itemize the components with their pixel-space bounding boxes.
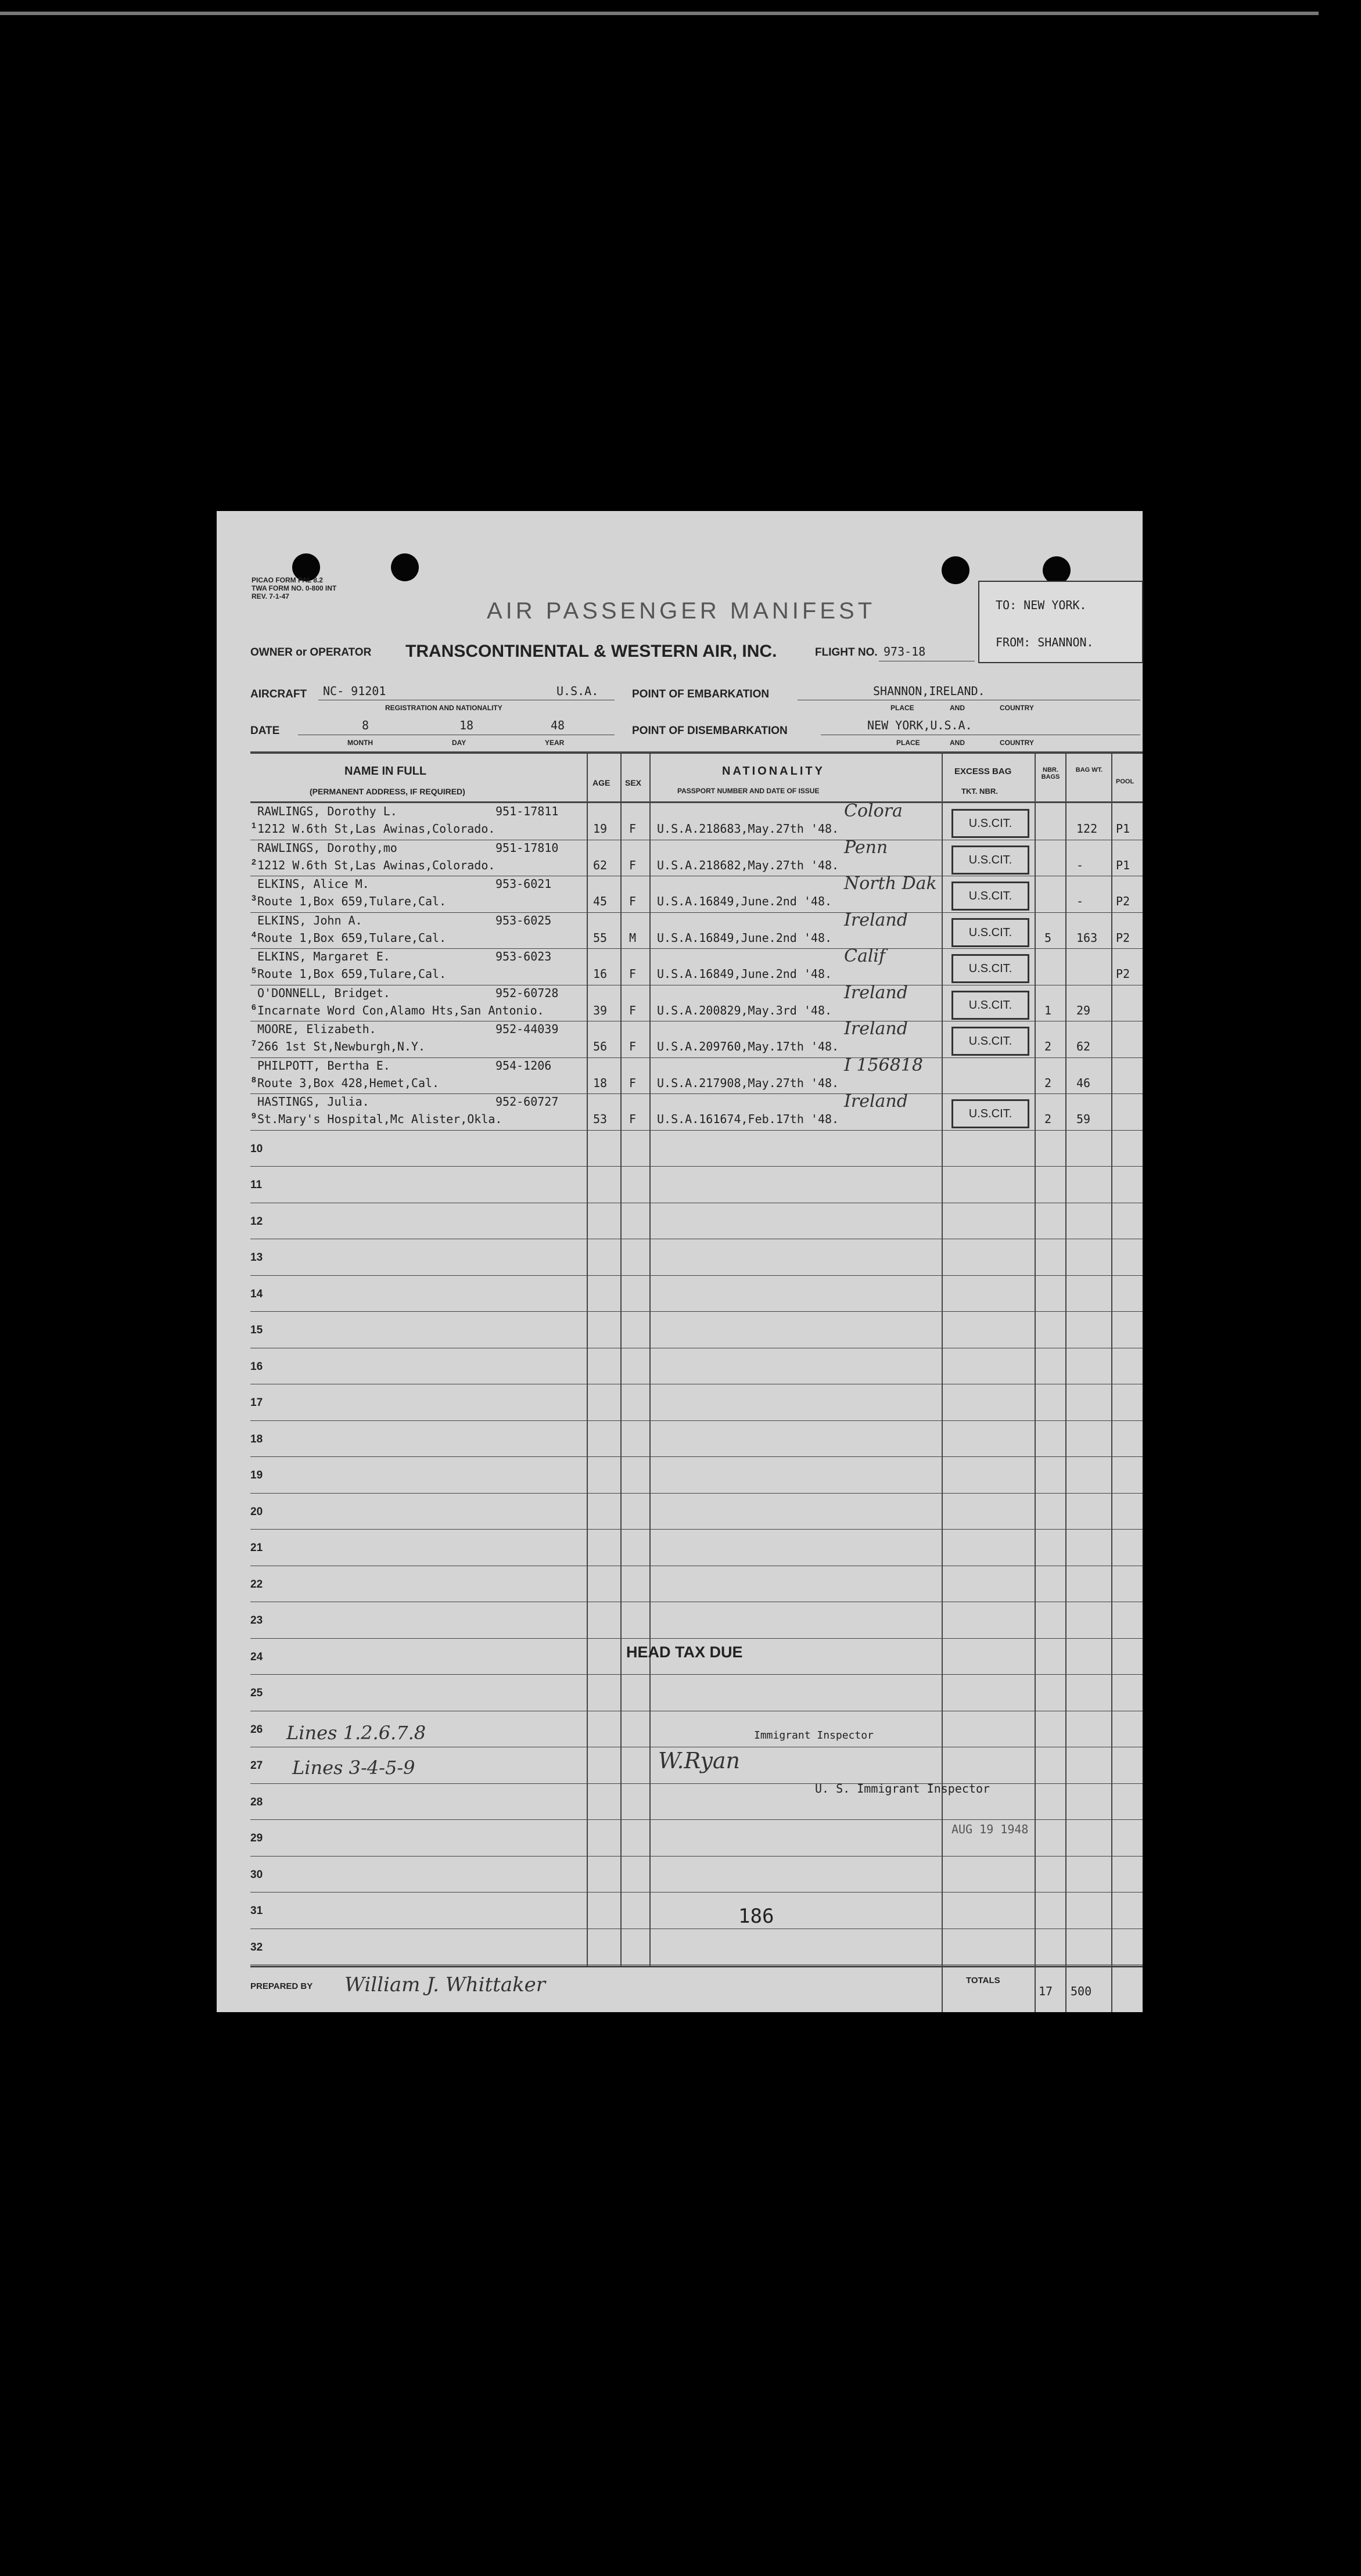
passenger-address: Route 1,Box 659,Tulare,Cal. <box>257 967 447 981</box>
row-number: 3 <box>252 893 256 902</box>
row-divider <box>250 1311 1143 1312</box>
row-number: 24 <box>250 1650 263 1663</box>
ticket-number: 954-1206 <box>495 1058 552 1073</box>
passenger-age: 45 <box>593 894 608 908</box>
number-of-bags: 2 <box>1044 1039 1052 1053</box>
punch-hole <box>1043 556 1071 584</box>
ticket-number: 953-6025 <box>495 913 552 927</box>
ticket-number: 953-6021 <box>495 877 552 891</box>
bag-weight: 62 <box>1076 1039 1091 1053</box>
row-divider <box>250 912 1143 913</box>
punch-hole <box>942 556 969 584</box>
date-year: 48 <box>551 718 565 732</box>
passenger-sex: F <box>629 1075 637 1090</box>
passenger-name: ELKINS, Alice M. <box>257 877 369 891</box>
row-number: 4 <box>252 929 256 939</box>
head-tax-due-stamp: HEAD TAX DUE <box>626 1643 743 1661</box>
number-of-bags: 5 <box>1044 930 1052 945</box>
passenger-name: RAWLINGS, Dorothy,mo <box>257 840 397 855</box>
row-number: 28 <box>250 1796 263 1808</box>
row-number: 22 <box>250 1578 263 1591</box>
row-number: 18 <box>250 1433 263 1445</box>
passenger-sex: F <box>629 967 637 981</box>
header-name: NAME IN FULL <box>344 765 427 778</box>
passport-info: U.S.A.16849,June.2nd '48. <box>657 967 832 981</box>
ticket-number: 953-6023 <box>495 949 552 963</box>
header-number-bags: NBR. BAGS <box>1041 767 1060 780</box>
passenger-name: O'DONNELL, Bridget. <box>257 985 390 1000</box>
country-caption: COUNTRY <box>1000 704 1034 712</box>
passport-info: U.S.A.209760,May.17th '48. <box>657 1039 839 1053</box>
passenger-name: ELKINS, John A. <box>257 913 362 927</box>
form-reference <box>252 576 336 600</box>
handwritten-origin: Ireland <box>844 1091 908 1111</box>
passenger-address: 266 1st St,Newburgh,N.Y. <box>257 1039 425 1053</box>
row-divider <box>250 1420 1143 1421</box>
passport-info: U.S.A.218682,May.27th '48. <box>657 858 839 872</box>
row-divider <box>250 1057 1143 1058</box>
handwritten-origin: Ireland <box>844 1019 908 1039</box>
header-pool: POOL <box>1116 778 1134 785</box>
passenger-age: 62 <box>593 858 608 872</box>
row-number: 6 <box>252 1002 256 1012</box>
us-citizen-stamp: U.S.CIT. <box>951 1099 1029 1128</box>
row-number: 14 <box>250 1287 263 1300</box>
month-caption: MONTH <box>347 739 373 747</box>
passenger-address: Route 1,Box 659,Tulare,Cal. <box>257 894 447 908</box>
row-number: 17 <box>250 1397 263 1409</box>
row-number: 11 <box>250 1179 263 1191</box>
handwritten-origin: Ireland <box>844 909 908 930</box>
inspector-signature: W.Ryan <box>658 1748 741 1773</box>
passenger-sex: F <box>629 858 637 872</box>
pool-code: P2 <box>1116 930 1130 945</box>
row-number: 19 <box>250 1469 263 1481</box>
country-caption: COUNTRY <box>1000 739 1034 747</box>
punch-hole <box>391 553 419 581</box>
row-divider <box>250 948 1143 949</box>
bag-weight: 122 <box>1076 822 1098 836</box>
row-divider <box>250 1166 1143 1167</box>
passenger-name: PHILPOTT, Bertha E. <box>257 1058 390 1073</box>
passenger-name: ELKINS, Margaret E. <box>257 949 390 963</box>
passport-info: U.S.A.16849,June.2nd '48. <box>657 894 832 908</box>
disembarkation-place: NEW YORK,U.S.A. <box>867 718 972 732</box>
owner-label: OWNER or OPERATOR <box>250 646 372 659</box>
passenger-address: 1212 W.6th St,Las Awinas,Colorado. <box>257 822 495 836</box>
passport-info: U.S.A.217908,May.27th '48. <box>657 1075 839 1090</box>
row-number: 5 <box>252 966 256 975</box>
row-divider <box>250 1493 1143 1494</box>
passenger-address: Incarnate Word Con,Alamo Hts,San Antonio. <box>257 1003 544 1017</box>
handwritten-origin: I 156818 <box>844 1055 923 1075</box>
row-number: 25 <box>250 1687 263 1699</box>
header-sex: SEX <box>625 778 642 787</box>
handwritten-origin: Ireland <box>844 982 908 1003</box>
passenger-sex: M <box>629 930 637 945</box>
handwritten-origin: Colora <box>844 801 903 821</box>
passenger-sex: F <box>629 894 637 908</box>
from-origin: FROM: SHANNON. <box>996 635 1094 649</box>
header-name-sub: (PERMANENT ADDRESS, IF REQUIRED) <box>310 787 465 796</box>
embarkation-label: POINT OF EMBARKATION <box>632 688 770 700</box>
year-caption: YEAR <box>545 739 565 747</box>
manifest-document <box>217 511 1143 2012</box>
row-number: 10 <box>250 1142 263 1155</box>
form-ref-line: REV. 7-1-47 <box>252 592 289 600</box>
passenger-name: HASTINGS, Julia. <box>257 1095 369 1109</box>
header-bag-weight: BAG WT. <box>1075 767 1103 773</box>
and-caption: AND <box>950 704 965 712</box>
total-weight: 500 <box>1071 1984 1092 1998</box>
row-divider <box>250 1819 1143 1820</box>
prepared-by-label: PREPARED BY <box>250 1981 313 1991</box>
handwritten-lines-note: Lines 1.2.6.7.8 <box>286 1722 426 1744</box>
passenger-name: MOORE, Elizabeth. <box>257 1022 376 1036</box>
operator-name: TRANSCONTINENTAL & WESTERN AIR, INC. <box>405 642 777 661</box>
row-divider <box>250 1130 1143 1131</box>
ticket-number: 952-60728 <box>495 985 559 1000</box>
scan-edge-line <box>0 12 1319 15</box>
row-divider <box>250 1856 1143 1857</box>
us-citizen-stamp: U.S.CIT. <box>951 918 1029 947</box>
passenger-age: 56 <box>593 1039 608 1053</box>
form-ref-line: TWA FORM NO. 0-800 INT <box>252 584 337 592</box>
row-number: 12 <box>250 1215 263 1228</box>
row-number: 8 <box>252 1074 256 1084</box>
passenger-age: 39 <box>593 1003 608 1017</box>
aircraft-label: AIRCRAFT <box>250 688 307 700</box>
ticket-number: 952-44039 <box>495 1022 559 1036</box>
passport-info: U.S.A.16849,June.2nd '48. <box>657 930 832 945</box>
registration-caption: REGISTRATION AND NATIONALITY <box>385 704 502 712</box>
row-number: 2 <box>252 857 256 866</box>
handwritten-origin: Calif <box>844 946 886 966</box>
pool-code: P1 <box>1116 822 1130 836</box>
bag-weight: 163 <box>1076 930 1098 945</box>
immigrant-inspector-label: U. S. Immigrant Inspector <box>815 1782 990 1796</box>
row-number: 30 <box>250 1868 263 1881</box>
date-label: DATE <box>250 725 280 737</box>
row-divider <box>250 1529 1143 1530</box>
bag-weight: - <box>1076 858 1084 872</box>
passenger-age: 16 <box>593 967 608 981</box>
passenger-name: RAWLINGS, Dorothy L. <box>257 804 397 818</box>
passenger-sex: F <box>629 1039 637 1053</box>
pool-code: P2 <box>1116 967 1130 981</box>
totals-label: TOTALS <box>966 1976 1000 1985</box>
to-destination: TO: NEW YORK. <box>996 598 1087 612</box>
preparer-signature: William J. Whittaker <box>344 1973 546 1996</box>
inspection-date-stamp: AUG 19 1948 <box>951 1822 1029 1836</box>
disembarkation-label: POINT OF DISEMBARKATION <box>632 725 788 737</box>
row-number: 7 <box>252 1038 256 1048</box>
row-number: 20 <box>250 1505 263 1518</box>
us-citizen-stamp: U.S.CIT. <box>951 882 1029 911</box>
row-number: 26 <box>250 1723 263 1736</box>
row-number: 27 <box>250 1760 263 1772</box>
bag-weight: 59 <box>1076 1112 1091 1126</box>
form-title: AIR PASSENGER MANIFEST <box>487 598 876 624</box>
header-age: AGE <box>592 778 611 787</box>
number-of-bags: 2 <box>1044 1112 1052 1126</box>
row-number: 29 <box>250 1832 263 1844</box>
date-day: 18 <box>459 718 474 732</box>
passenger-sex: F <box>629 1112 637 1126</box>
passenger-age: 53 <box>593 1112 608 1126</box>
flight-number: 973-18 <box>884 645 926 659</box>
row-divider <box>250 1892 1143 1893</box>
passport-info: U.S.A.200829,May.3rd '48. <box>657 1003 832 1017</box>
row-number: 32 <box>250 1941 263 1953</box>
passenger-sex: F <box>629 1003 637 1017</box>
passenger-age: 19 <box>593 822 608 836</box>
day-caption: DAY <box>452 739 466 747</box>
and-caption: AND <box>950 739 965 747</box>
immigrant-inspector-small: Immigrant Inspector <box>754 1729 874 1742</box>
place-caption: PLACE <box>890 704 914 712</box>
row-divider <box>250 1783 1143 1784</box>
number-of-bags: 2 <box>1044 1075 1052 1090</box>
bag-weight: - <box>1076 894 1084 908</box>
passenger-address: Route 1,Box 659,Tulare,Cal. <box>257 930 447 945</box>
form-ref-line: PICAO FORM PAL 8.2 <box>252 576 323 584</box>
row-number: 9 <box>252 1111 256 1120</box>
route-box <box>978 581 1143 663</box>
number-of-bags: 1 <box>1044 1003 1052 1017</box>
row-number: 16 <box>250 1360 263 1373</box>
date-month: 8 <box>362 718 369 732</box>
row-number: 21 <box>250 1542 263 1554</box>
us-citizen-stamp: U.S.CIT. <box>951 846 1029 875</box>
passenger-age: 55 <box>593 930 608 945</box>
header-ticket-number: TKT. NBR. <box>961 787 998 796</box>
bag-weight: 46 <box>1076 1075 1091 1090</box>
row-divider <box>250 1093 1143 1094</box>
passenger-address: Route 3,Box 428,Hemet,Cal. <box>257 1075 440 1090</box>
row-divider <box>250 1456 1143 1457</box>
header-passport: PASSPORT NUMBER AND DATE OF ISSUE <box>677 787 820 795</box>
total-bags: 17 <box>1039 1984 1053 1998</box>
aircraft-registration: NC- 91201 <box>323 684 386 698</box>
handwritten-origin: North Dak <box>844 873 937 894</box>
row-number: 23 <box>250 1614 263 1627</box>
aircraft-nationality: U.S.A. <box>556 684 599 698</box>
page-number: 186 <box>738 1905 774 1928</box>
header-nationality: NATIONALITY <box>722 765 825 778</box>
embarkation-place: SHANNON,IRELAND. <box>873 684 985 698</box>
ticket-number: 951-17811 <box>495 804 559 818</box>
row-divider <box>250 1674 1143 1675</box>
pool-code: P2 <box>1116 894 1130 908</box>
bag-weight: 29 <box>1076 1003 1091 1017</box>
handwritten-lines-note: Lines 3-4-5-9 <box>292 1757 415 1779</box>
us-citizen-stamp: U.S.CIT. <box>951 954 1029 983</box>
row-number: 1 <box>252 821 256 830</box>
place-caption: PLACE <box>896 739 920 747</box>
passenger-address: St.Mary's Hospital,Mc Alister,Okla. <box>257 1112 502 1126</box>
header-excess-bag: EXCESS BAG <box>954 767 1012 776</box>
row-number: 13 <box>250 1251 263 1264</box>
ticket-number: 952-60727 <box>495 1095 559 1109</box>
handwritten-origin: Penn <box>844 837 888 858</box>
us-citizen-stamp: U.S.CIT. <box>951 991 1029 1020</box>
row-number: 31 <box>250 1905 263 1917</box>
us-citizen-stamp: U.S.CIT. <box>951 809 1029 838</box>
row-divider <box>250 1638 1143 1639</box>
passport-info: U.S.A.161674,Feb.17th '48. <box>657 1112 839 1126</box>
row-divider <box>250 1275 1143 1276</box>
passport-info: U.S.A.218683,May.27th '48. <box>657 822 839 836</box>
row-number: 15 <box>250 1324 263 1336</box>
passenger-age: 18 <box>593 1075 608 1090</box>
flight-label: FLIGHT NO. <box>815 646 878 659</box>
us-citizen-stamp: U.S.CIT. <box>951 1027 1029 1056</box>
pool-code: P1 <box>1116 858 1130 872</box>
passenger-address: 1212 W.6th St,Las Awinas,Colorado. <box>257 858 495 872</box>
passenger-sex: F <box>629 822 637 836</box>
ticket-number: 951-17810 <box>495 840 559 855</box>
